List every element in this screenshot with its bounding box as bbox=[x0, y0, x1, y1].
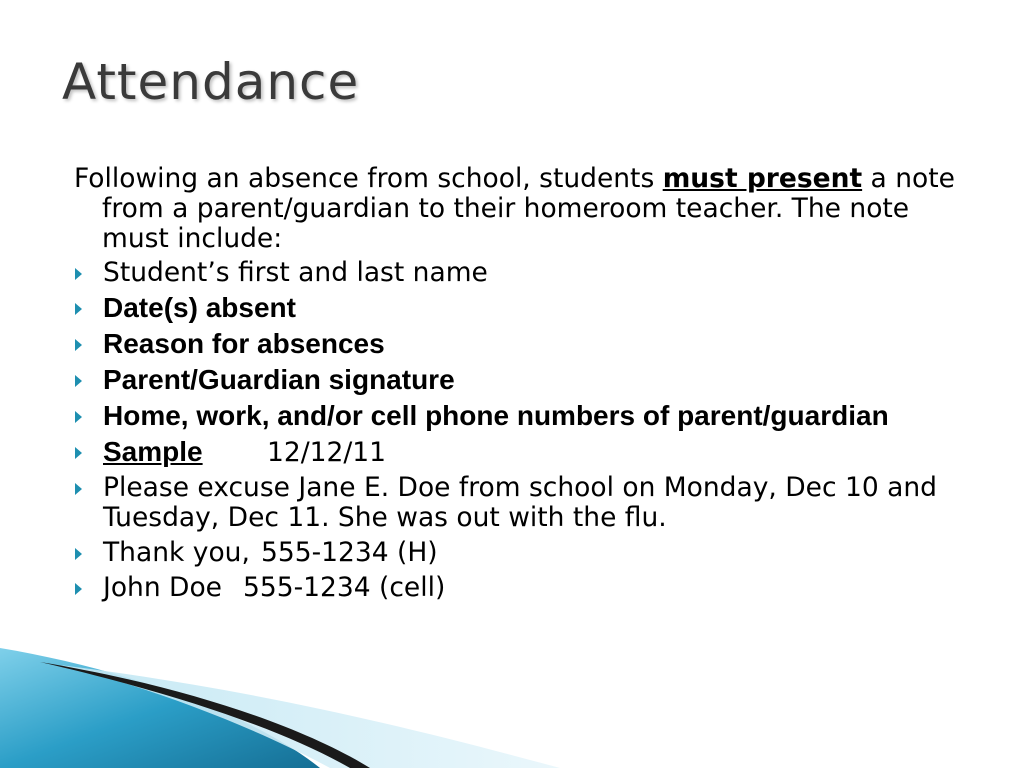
sample-body: Please excuse Jane E. Doe from school on Monday, Dec 10 and Tuesday, Dec 11. She was out with the flu. bbox=[103, 472, 937, 533]
slide-title: Attendance bbox=[62, 53, 360, 111]
intro-emphasis: must present bbox=[662, 163, 863, 194]
phone-home: 555-1234 (H) bbox=[261, 537, 438, 568]
sample-label: Sample bbox=[103, 436, 203, 467]
bullet-text: Student’s first and last name bbox=[103, 257, 488, 288]
bullet-text: Home, work, and/or cell phone numbers of parent/guardian bbox=[103, 400, 889, 431]
bullet-text: Date(s) absent bbox=[103, 292, 296, 323]
intro-text-after: a note from a parent/guardian to their homeroom teacher. The note must include: bbox=[102, 163, 955, 254]
signer-name: John Doe bbox=[103, 572, 222, 603]
bullet-text: Reason for absences bbox=[103, 328, 385, 359]
intro-text-before: Following an absence from school, students bbox=[74, 163, 663, 194]
sample-date: 12/12/11 bbox=[267, 437, 387, 468]
thanks-text: Thank you, bbox=[103, 537, 250, 568]
phone-cell: 555-1234 (cell) bbox=[243, 572, 446, 603]
bullet-text: Parent/Guardian signature bbox=[103, 364, 455, 395]
